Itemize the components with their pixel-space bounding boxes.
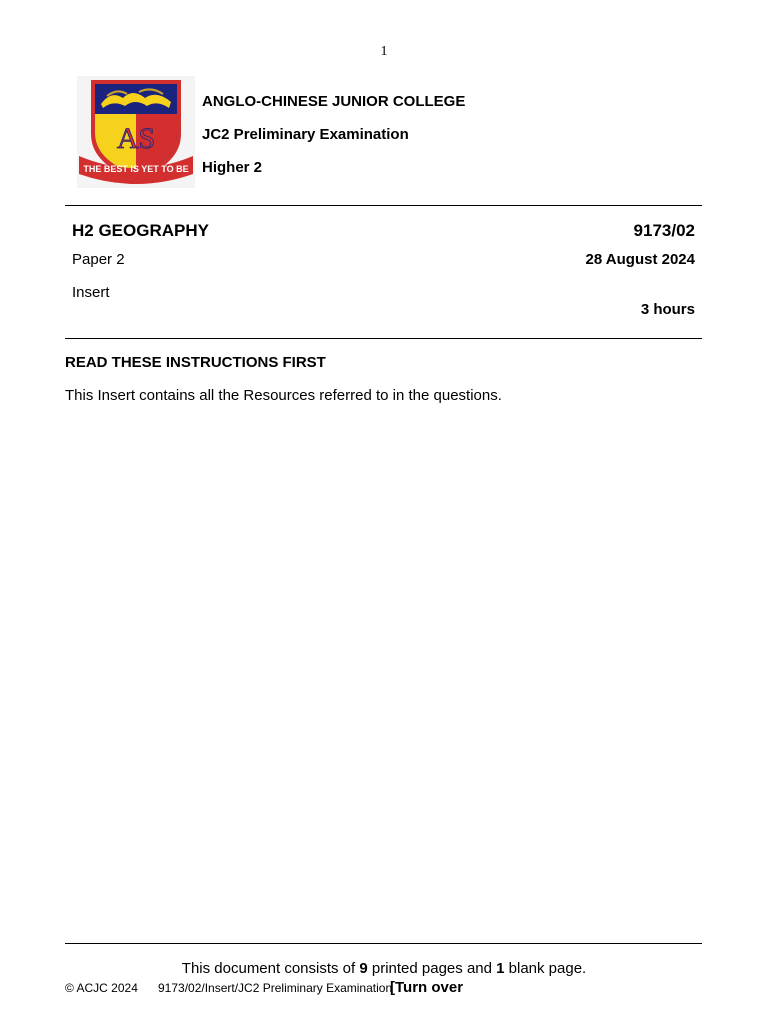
copyright: © ACJC 2024 (65, 981, 138, 995)
paper-label: Paper 2 (72, 251, 125, 268)
printed-page-count: 9 (359, 960, 368, 977)
subject-title: H2 GEOGRAPHY (72, 221, 209, 240)
exam-date: 28 August 2024 (585, 251, 695, 268)
crest-motto: THE BEST IS YET TO BE (83, 164, 189, 174)
blank-page-count: 1 (496, 960, 505, 977)
college-name: ANGLO-CHINESE JUNIOR COLLEGE (202, 93, 466, 110)
exam-duration: 3 hours (640, 301, 695, 318)
middle-divider (65, 338, 702, 339)
instructions-title: READ THESE INSTRUCTIONS FIRST (65, 354, 326, 371)
instructions-text: This Insert contains all the Resources referred to in the questions. (65, 387, 502, 404)
page-number: 1 (380, 44, 388, 59)
exam-name: JC2 Preliminary Examination (202, 126, 409, 143)
school-crest-logo (77, 76, 195, 188)
crest-monogram: AS (116, 122, 156, 155)
footer-divider (65, 943, 702, 944)
top-divider (65, 205, 702, 206)
component-label: Insert (72, 284, 110, 301)
turn-over: [Turn over (390, 979, 464, 996)
subject-code: 9173/02 (633, 221, 695, 240)
paper-reference: 9173/02/Insert/JC2 Preliminary Examination (158, 981, 393, 995)
page-count-note: This document consists of 9 printed pages and 1 blank page. (181, 960, 587, 977)
exam-level: Higher 2 (202, 159, 263, 176)
